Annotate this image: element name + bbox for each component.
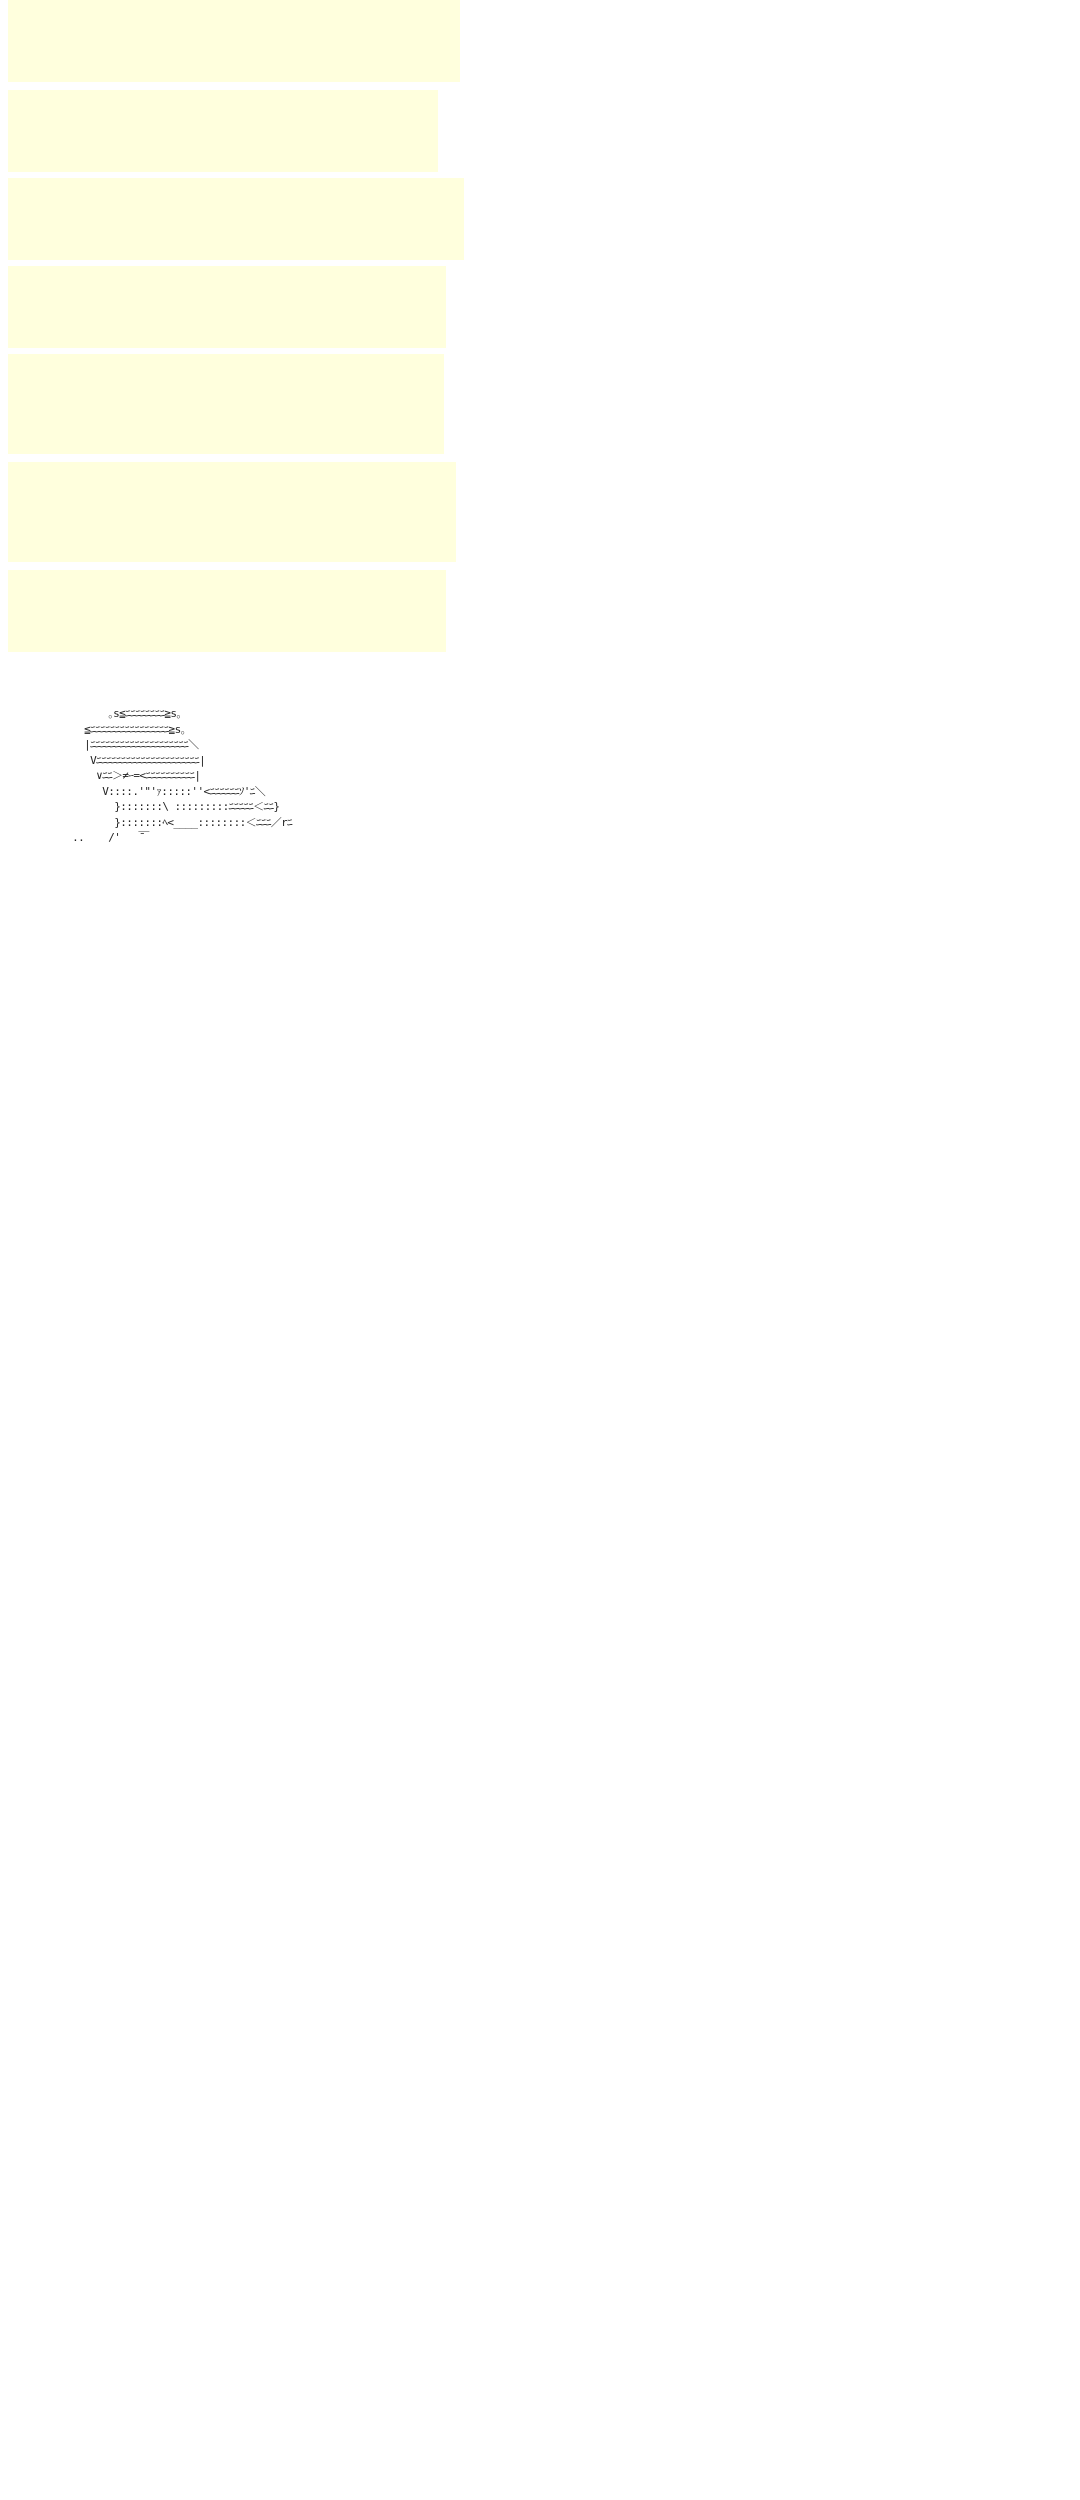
post-4876 (8, 0, 460, 82)
post-4881 (8, 354, 444, 454)
post-4880 (8, 266, 446, 348)
post-4878 (8, 90, 438, 172)
ascii-art-officer: ｡s≦ﾆﾆﾆﾆﾆﾆﾆﾆ≧s｡ ≦ﾆﾆﾆﾆﾆﾆﾆﾆﾆﾆﾆﾆﾆﾆﾆﾆ≧s｡ |ﾆﾆﾆﾆﾆﾆﾆﾆﾆﾆﾆﾆﾆﾆﾆﾆﾆﾆﾆﾆ＼ Vﾆﾆﾆﾆﾆﾆﾆﾆﾆﾆﾆﾆﾆﾆﾆﾆﾆﾆﾆﾆﾆ| ∨ﾆﾆ＞≠ｰ=<ﾆﾆﾆﾆﾆﾆﾆﾆﾆﾆ| V::::.'"'ｧ:::::''<ﾆﾆﾆﾆﾆﾆｿ'ﾆ＼ }:::::::\ :::::::::ﾆﾆﾆﾆﾆ＜ﾆﾆ} }:::::::ﾍ<____::::::::＜ﾆﾆﾆ／rﾆ .. /' ̄￣ (72, 707, 293, 844)
post-4879 (8, 178, 464, 260)
post-4883 (8, 570, 446, 652)
post-4882 (8, 462, 456, 562)
